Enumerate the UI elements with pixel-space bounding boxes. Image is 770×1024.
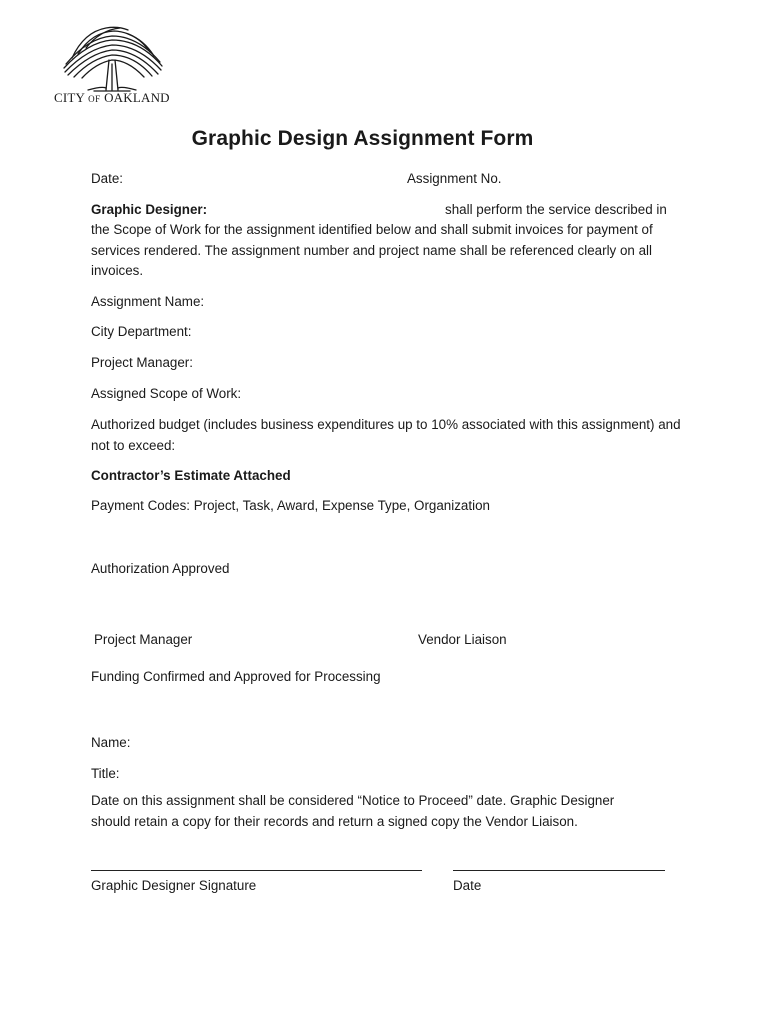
notice-text: Date on this assignment shall be considered “Notice to Proceed” date. Graphic Designer should retain a copy for their records and return a signed copy the Vendor Liaison.	[91, 793, 615, 829]
vendor-liaison-label: Vendor Liaison	[418, 632, 507, 647]
city-logo	[54, 24, 170, 108]
project-manager-label: Project Manager:	[91, 355, 193, 370]
assignment-name-label: Assignment Name:	[91, 294, 205, 309]
assignment-no-label: Assignment No.	[407, 171, 502, 186]
designer-text-first-line: shall perform the service described in	[445, 202, 667, 217]
pm-sign-label: Project Manager	[94, 632, 193, 647]
estimate-attached-label: Contractor’s Estimate Attached	[91, 468, 291, 483]
signature-date-label: Date	[453, 878, 482, 893]
page-title: Graphic Design Assignment Form	[191, 127, 534, 150]
signature-date-line[interactable]	[453, 870, 665, 871]
budget-text: Authorized budget (includes business expenditures up to 10% associated with this assignment) and not to exceed:	[91, 417, 681, 453]
oak-tree-logo-icon	[58, 24, 166, 92]
title-label: Title:	[91, 766, 120, 781]
scope-of-work-label: Assigned Scope of Work:	[91, 386, 242, 401]
designer-text: the Scope of Work for the assignment identified below and shall submit invoices for payment of services rendered. The assignment number and project name shall be referenced clearly on all invoices.	[91, 222, 653, 278]
funding-label: Funding Confirmed and Approved for Processing	[91, 669, 381, 684]
name-label: Name:	[91, 735, 131, 750]
payment-codes-label: Payment Codes: Project, Task, Award, Expense Type, Organization	[91, 498, 490, 513]
designer-label: Graphic Designer:	[91, 202, 208, 217]
authorization-label: Authorization Approved	[91, 561, 230, 576]
signature-label: Graphic Designer Signature	[91, 878, 257, 893]
signature-line[interactable]	[91, 870, 422, 871]
logo-city-name: CITY OF OAKLAND	[54, 90, 170, 105]
date-label: Date:	[91, 171, 124, 186]
city-department-label: City Department:	[91, 324, 192, 339]
